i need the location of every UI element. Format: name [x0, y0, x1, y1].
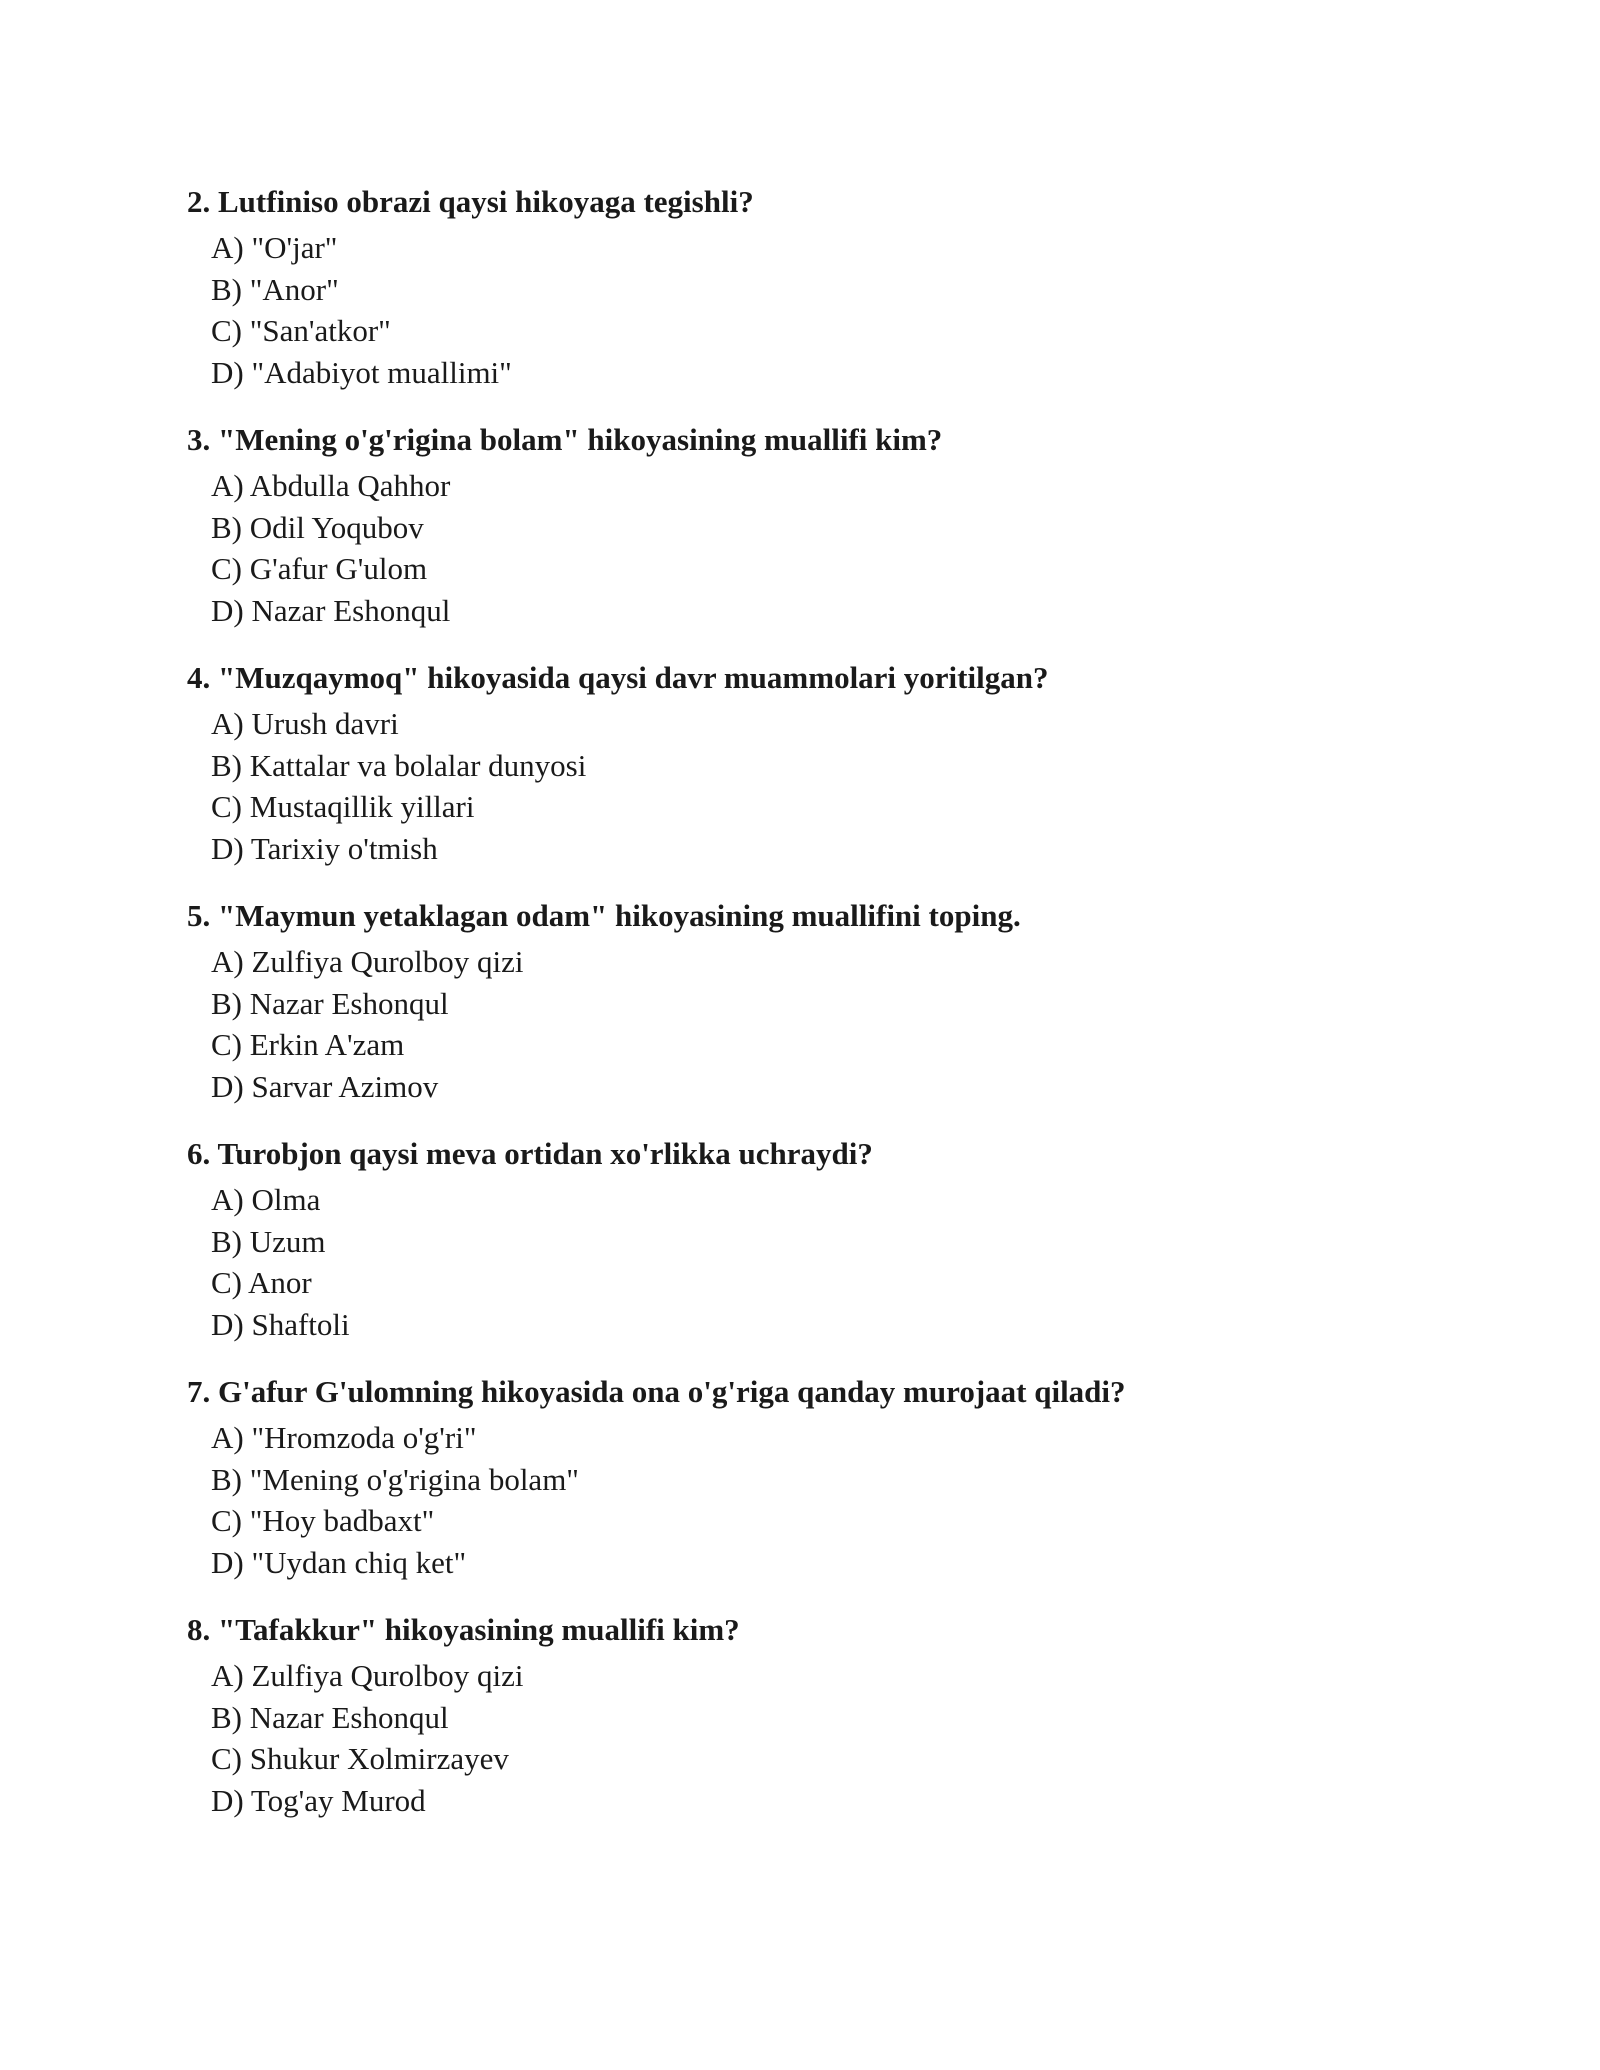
- option-b: B) "Anor": [211, 271, 339, 307]
- option-list: [211, 465, 1600, 631]
- option-list: [211, 703, 1600, 869]
- option-b: B) Odil Yoqubov: [211, 509, 424, 545]
- option-c: C) Shukur Xolmirzayev: [211, 1741, 509, 1776]
- option-d: D) Sarvar Azimov: [211, 1068, 439, 1104]
- option-c: C) G'afur G'ulom: [211, 551, 428, 586]
- question-7: [187, 1372, 1600, 1610]
- option-list: [211, 1655, 1600, 1821]
- option-b: B) Nazar Eshonqul: [211, 1699, 449, 1735]
- option-a: A) Zulfiya Qurolboy qizi: [211, 944, 524, 979]
- question-3: [187, 420, 1600, 658]
- option-c: C) "Hoy badbaxt": [211, 1503, 435, 1538]
- question-title: 5. "Maymun yetaklagan odam" hikoyasining muallifini toping.: [187, 898, 1021, 933]
- question-title: 2. Lutfiniso obrazi qaysi hikoyaga tegishli?: [187, 184, 754, 219]
- option-d: D) Nazar Eshonqul: [211, 592, 451, 628]
- question-title: 6. Turobjon qaysi meva ortidan xo'rlikka uchraydi?: [187, 1136, 873, 1171]
- option-d: D) Shaftoli: [211, 1306, 350, 1342]
- option-c: C) Mustaqillik yillari: [211, 789, 475, 824]
- question-2: [187, 182, 1600, 420]
- option-a: A) Abdulla Qahhor: [211, 468, 451, 503]
- option-list: [211, 1417, 1600, 1583]
- option-a: A) "O'jar": [211, 230, 338, 265]
- option-a: A) Urush davri: [211, 706, 399, 741]
- question-title: 4. "Muzqaymoq" hikoyasida qaysi davr muammolari yoritilgan?: [187, 660, 1049, 695]
- option-c: C) Erkin A'zam: [211, 1027, 405, 1062]
- option-b: B) Kattalar va bolalar dunyosi: [211, 747, 587, 783]
- option-a: A) Olma: [211, 1182, 321, 1217]
- question-title: 3. "Mening o'g'rigina bolam" hikoyasining muallifi kim?: [187, 422, 943, 457]
- option-c: C) Anor: [211, 1265, 312, 1300]
- question-title: 7. G'afur G'ulomning hikoyasida ona o'g'riga qanday murojaat qiladi?: [187, 1374, 1126, 1409]
- option-b: B) Uzum: [211, 1223, 326, 1259]
- option-a: A) Zulfiya Qurolboy qizi: [211, 1658, 524, 1693]
- question-6: [187, 1134, 1600, 1372]
- option-b: B) "Mening o'g'rigina bolam": [211, 1461, 579, 1497]
- question-8: [187, 1610, 1600, 1848]
- option-list: [211, 227, 1600, 393]
- option-list: [211, 941, 1600, 1107]
- option-d: D) "Adabiyot muallimi": [211, 354, 512, 390]
- question-5: [187, 896, 1600, 1134]
- option-b: B) Nazar Eshonqul: [211, 985, 449, 1021]
- question-title: 8. "Tafakkur" hikoyasining muallifi kim?: [187, 1612, 740, 1647]
- option-d: D) Tarixiy o'tmish: [211, 830, 438, 866]
- option-list: [211, 1179, 1600, 1345]
- question-4: [187, 658, 1600, 896]
- option-d: D) "Uydan chiq ket": [211, 1544, 467, 1580]
- option-c: C) "San'atkor": [211, 313, 391, 348]
- option-a: A) "Hromzoda o'g'ri": [211, 1420, 477, 1455]
- option-d: D) Tog'ay Murod: [211, 1782, 426, 1818]
